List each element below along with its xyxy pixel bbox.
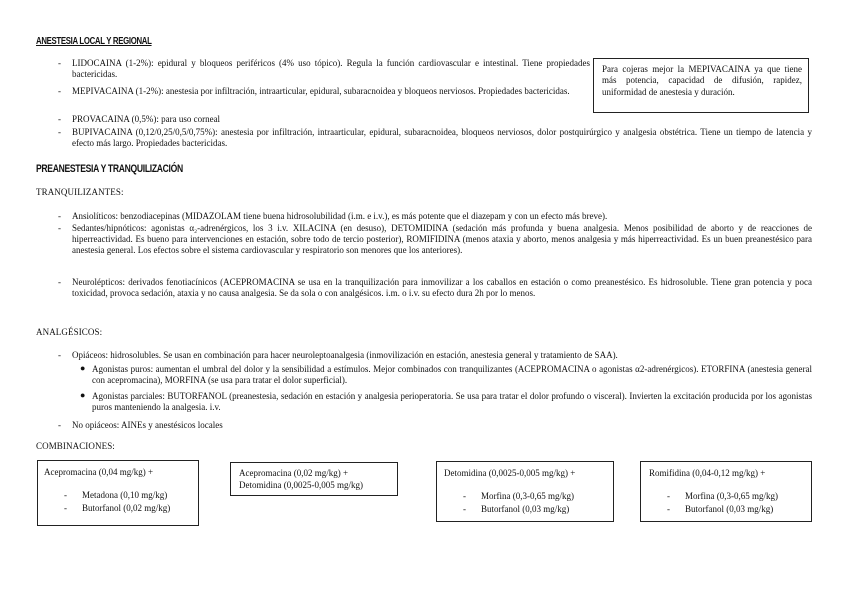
list-item-no-opiaceos [58, 420, 812, 431]
section-title-preanestesia: PREANESTESIA Y TRANQUILIZACIÓN [36, 163, 183, 175]
list-item-text: Ansiolíticos: benzodiacepinas (MIDAZOLAM tiene buena hidrosolubilidad (i.m. e i.v.), es más potente que el diazepam y con un efecto más breve). [72, 211, 608, 221]
combo-title: Acepromacina (0,02 mg/kg) + [239, 468, 349, 478]
subheading-combinaciones: COMBINACIONES: [36, 441, 115, 451]
combo-title: Romifidina (0,04-0,12 mg/kg) + [649, 468, 766, 478]
bullet-dash: - [58, 114, 61, 124]
combo-title: Detomidina (0,0025-0,005 mg/kg) + [444, 468, 576, 478]
bullet-dash: - [58, 58, 61, 68]
list-item-text: Sedantes/hipnóticos: agonistas α₂-adrenérgicos, los 3 i.v. XILACINA (en desuso), DETOMIDINA (sedación más profunda y buena analgesia. Menos posibilidad de aborto y de reacciones de hiperreactividad. Es bueno para intervenciones en estación, sobre todo de tercio posterior), ROMIFIDINA (menos ataxia y aborto, menos analgesia y más hiperreactividad. Es un buen preanestésico para anestesia general. Los efectos sobre el sistema cardiovascular y respiratorio son menores que los anteriores). [72, 223, 812, 256]
list-item-sedantes [58, 223, 812, 257]
bullet-dash: - [58, 86, 61, 96]
bullet-dash: - [58, 127, 61, 137]
bullet-dash: - [58, 277, 61, 287]
list-item-text: PROVACAINA (0,5%): para uso corneal [72, 114, 221, 124]
subheading-analgesicos: ANALGÉSICOS: [36, 327, 103, 337]
list-item-text: Agonistas puros: aumentan el umbral del dolor y la sensibilidad a estímulos. Mejor combinados con tranquilizantes (ACEPROMACINA o agonistas α2-adrenérgicos). ETORFINA (anestesia general con acepromacina), MORFINA (se usa para tratar el dolor superficial). [92, 364, 812, 386]
combo-box-romifidina [640, 461, 812, 522]
bullet-dash: - [58, 223, 61, 233]
list-item-text: Neurolépticos: derivados fenotiacínicos (ACEPROMACINA se usa en la tranquilización para inmovilizar a los caballos en estación o como preanestésico. Es hidrosoluble. Tiene gran potencia y poca toxicidad, provoca sedación, ataxia y no causa analgesia. Se da sola o con analgésicos. i.m. o i.v. su efecto dura 2h por lo menos. [72, 277, 812, 299]
subheading-tranquilizantes: TRANQUILIZANTES: [36, 187, 124, 197]
combo-item: - Butorfanol (0,03 mg/kg) [463, 504, 570, 514]
combo-item: - Butorfanol (0,03 mg/kg) [667, 504, 774, 514]
combo-box-acepromacina-metadona [37, 460, 199, 526]
combo-item: - Morfina (0,3-0,65 mg/kg) [463, 491, 574, 501]
section-title-anestesia-local: ANESTESIA LOCAL Y REGIONAL [36, 36, 152, 47]
list-item-text: LIDOCAINA (1-2%): epidural y bloqueos periféricos (4% uso tópico). Regula la función cardiovascular e intestinal. Tiene propiedades bactericidas. [72, 58, 590, 80]
list-item-text: Opiáceos: hidrosolubles. Se usan en combinación para hacer neuroleptoanalgesia (inmovilización en estación, anestesia general y tratamiento de SAA). [72, 350, 618, 360]
combo-item: - Metadona (0,10 mg/kg) [64, 490, 168, 500]
list-item-lidocaina [58, 58, 590, 80]
combo-item: - Butorfanol (0,02 mg/kg) [64, 503, 171, 513]
list-item-neurolepticos [58, 277, 812, 299]
combo-item: - Morfina (0,3-0,65 mg/kg) [667, 491, 778, 501]
list-item-text: MEPIVACAINA (1-2%): anestesia por infiltración, intraarticular, epidural, subaracnoidea y bloqueos nerviosos. Propiedades bactericidas. [72, 86, 570, 96]
list-item-text: BUPIVACAINA (0,12/0,25/0,5/0,75%): anestesia por infiltración, intraarticular, epidural, subaracnoidea, bloqueos nerviosos, dolor postquirúrgico y analgesia obstétrica. Tiene un tiempo de latencia y efecto más largo. Propiedades bactericidas. [72, 127, 812, 149]
combo-box-detomidina [436, 461, 614, 522]
bullet-dash: - [58, 350, 61, 360]
list-item-mepivacaina [58, 86, 590, 97]
bullet-dot-icon: ● [80, 390, 86, 400]
combo-title-line2: Detomidina (0,0025-0,005 mg/kg) [239, 480, 363, 490]
callout-box-mepivacaina: Para cojeras mejor la MEPIVACAINA ya que tiene más potencia, capacidad de difusión, rapidez, uniformidad de anestesia y duración. [593, 58, 809, 113]
list-item-text: No opiáceos: AINEs y anestésicos locales [72, 420, 223, 430]
bullet-dash: - [58, 211, 61, 221]
list-item-bupivacaina [58, 127, 812, 149]
bullet-dot-icon: ● [80, 363, 86, 373]
sub-list-item-agonistas-parciales [80, 390, 812, 413]
combo-box-acepromacina-detomidina [230, 462, 398, 496]
list-item-ansioliticos [58, 211, 812, 222]
bullet-dash: - [58, 420, 61, 430]
list-item-text: Agonistas parciales: BUTORFANOL (preanestesia, sedación en estación y analgesia perioperatoria. Se usa para tratar el dolor profundo o visceral). Invierten la excitación producida por los agonistas puros manteniendo la analgesia. i.v. [92, 391, 812, 413]
sub-list-item-agonistas-puros [80, 363, 812, 386]
combo-title: Acepromacina (0,04 mg/kg) + [44, 467, 154, 477]
list-item-opiaceos [58, 350, 812, 361]
list-item-provacaina [58, 114, 590, 125]
